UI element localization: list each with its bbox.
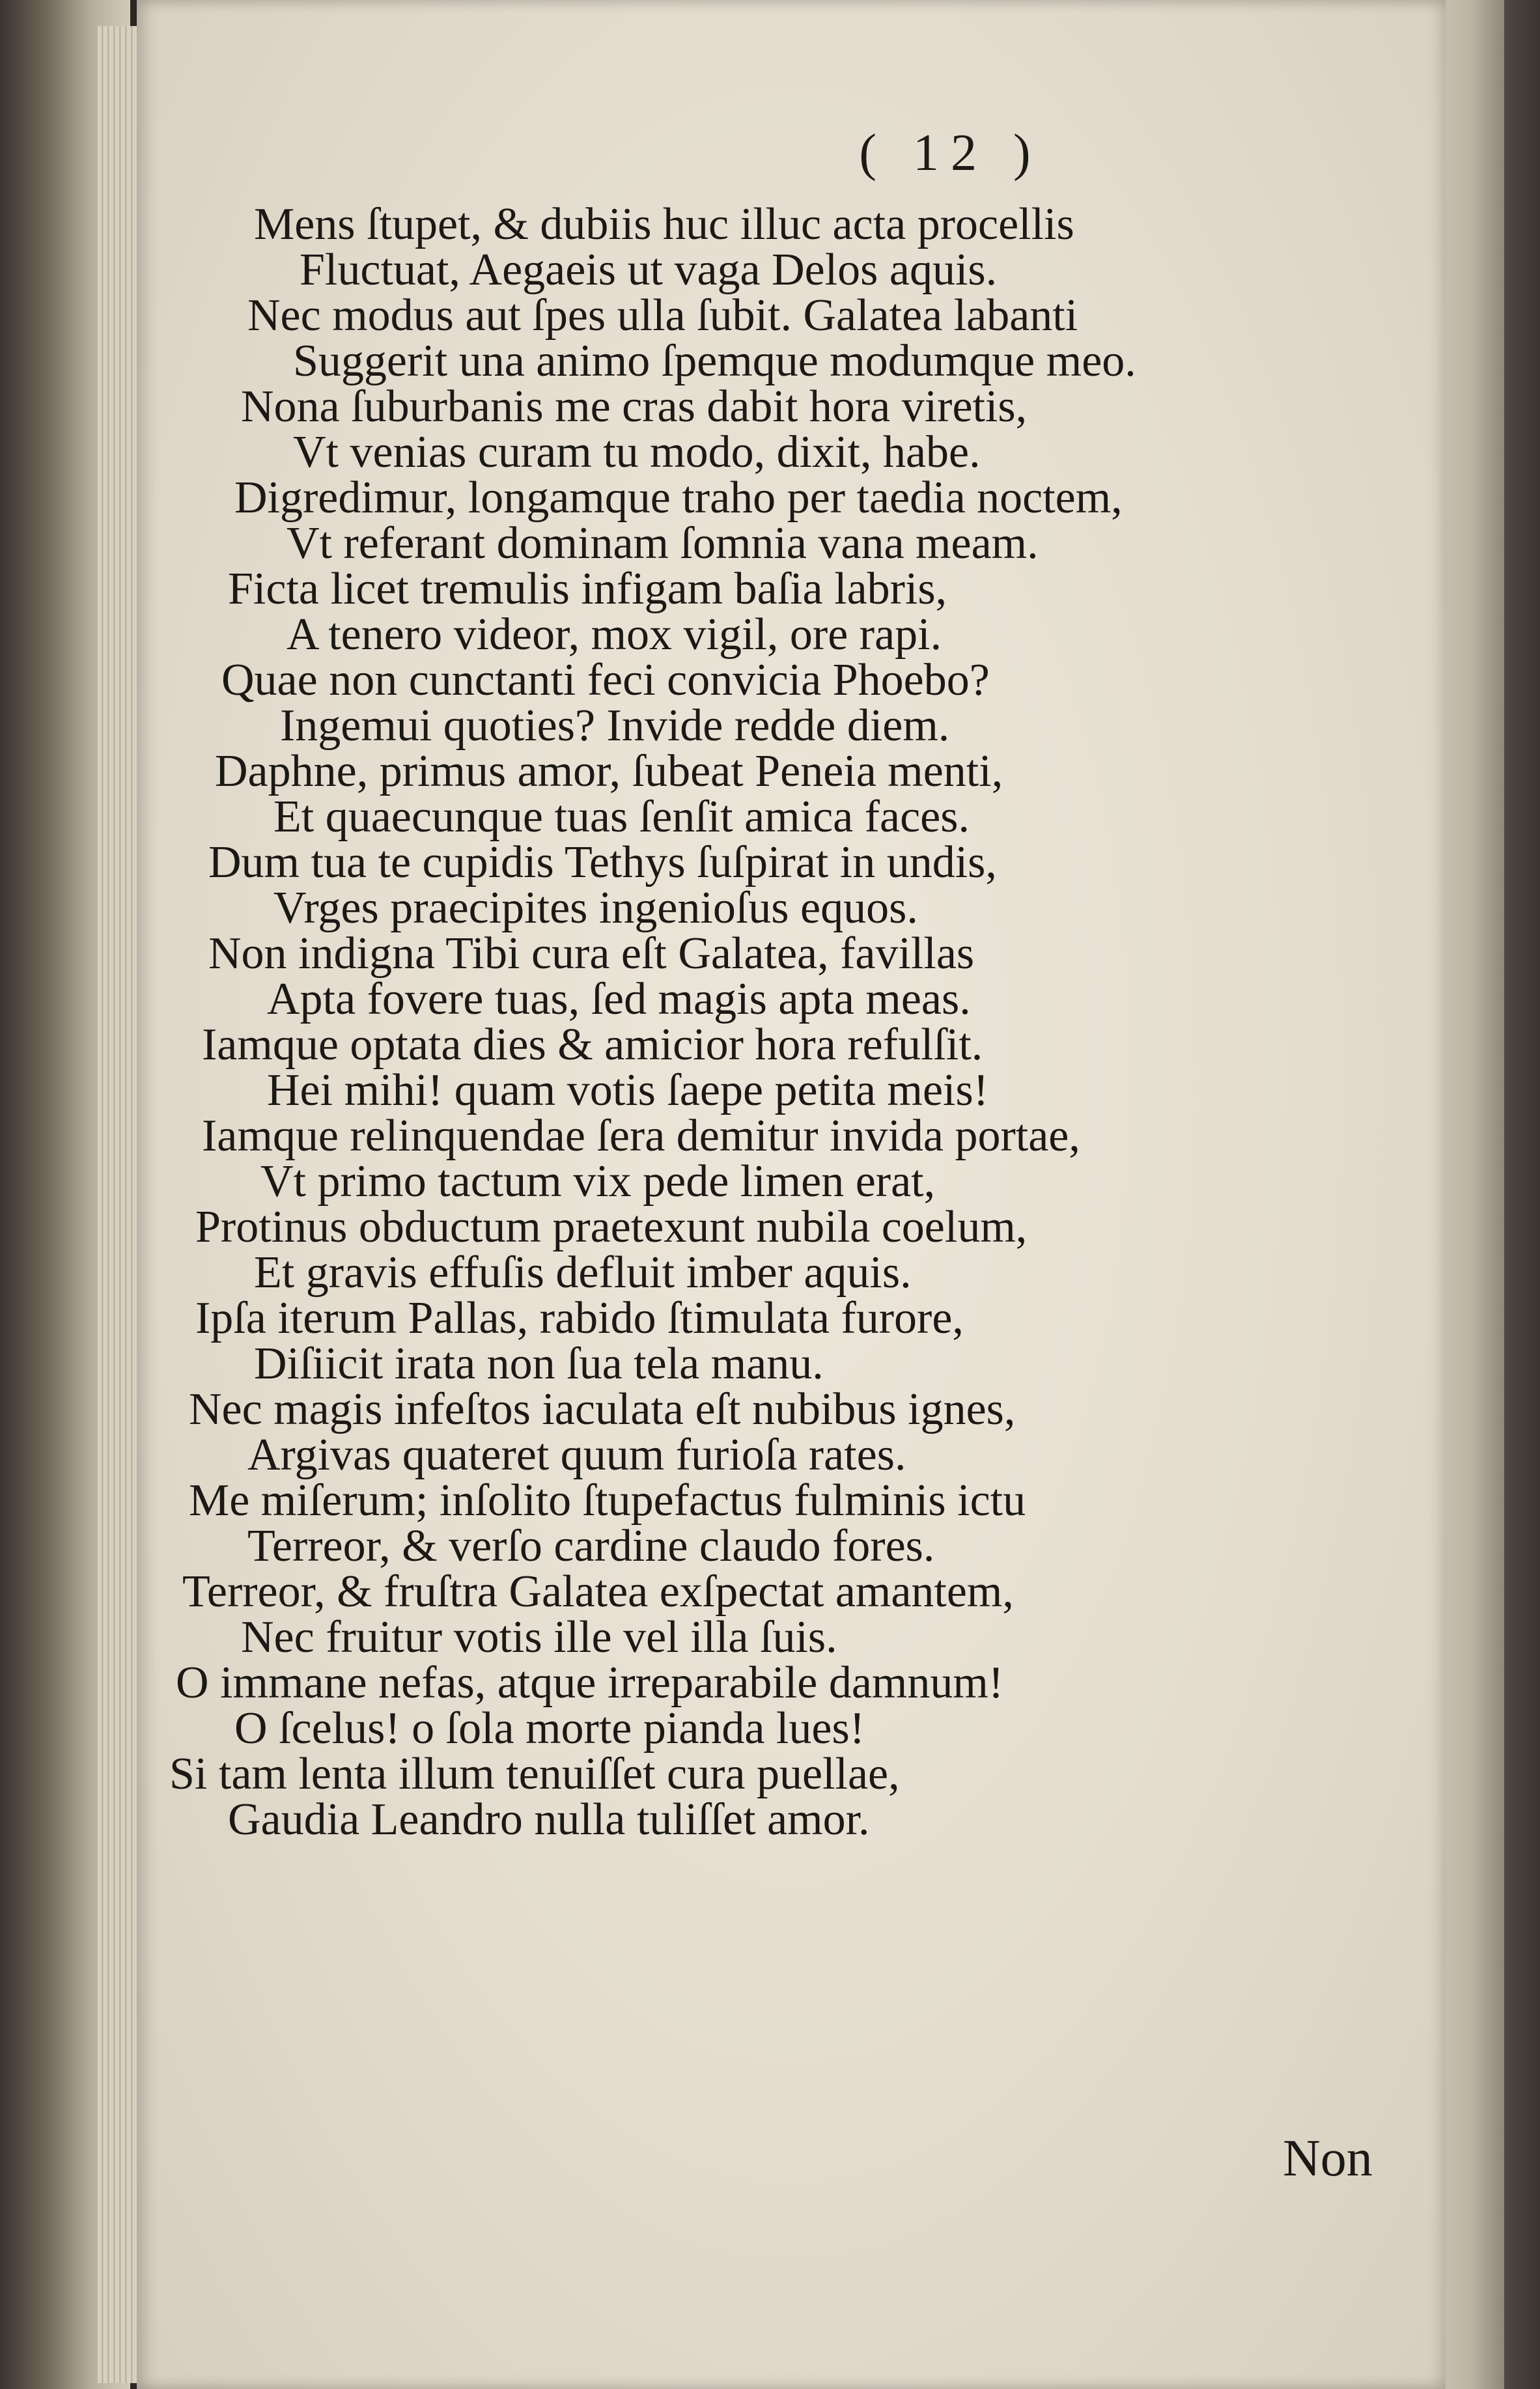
poem-line: Nec magis infeſtos iaculata eſt nubibus ignes, [189, 1384, 1016, 1434]
poem-line: Nona ſuburbanis me cras dabit hora viretis, [241, 382, 1028, 432]
poem-line: O immane nefas, atque irreparabile damnum! [176, 1658, 1004, 1708]
poem-line: Ficta licet tremulis infigam baſia labris, [228, 564, 947, 614]
poem-line: Terreor, & verſo cardine claudo fores. [247, 1521, 935, 1571]
poem-line: Apta fovere tuas, ſed magis apta meas. [267, 974, 971, 1024]
poem-line: Dum tua te cupidis Tethys ſuſpirat in undis, [208, 837, 997, 887]
poem-line: Nec modus aut ſpes ulla ſubit. Galatea labanti [247, 290, 1078, 341]
poem-line: A tenero videor, mox vigil, ore rapi. [287, 609, 942, 660]
poem-line: Non indigna Tibi cura eſt Galatea, favillas [208, 929, 975, 979]
poem-line: Daphne, primus amor, ſubeat Peneia menti, [215, 746, 1003, 796]
poem-line: Vt referant dominam ſomnia vana meam. [287, 518, 1039, 568]
poem-line: Diſiicit irata non ſua tela manu. [254, 1339, 824, 1389]
poem-line: Ipſa iterum Pallas, rabido ſtimulata furore, [195, 1293, 964, 1343]
poem-line: Me miſerum; inſolito ſtupefactus fulminis ictu [189, 1475, 1026, 1526]
poem-line: Quae non cunctanti feci convicia Phoebo? [221, 655, 990, 705]
poem-line: Fluctuat, Aegaeis ut vaga Delos aquis. [300, 245, 998, 295]
poem-line: Ingemui quoties? Invide redde diem. [280, 701, 950, 751]
poem-line: Hei mihi! quam votis ſaepe petita meis! [267, 1065, 989, 1115]
poem-line: Vt primo tactum vix pede limen erat, [260, 1156, 936, 1207]
poem-line: Digredimur, longamque traho per taedia noctem, [234, 473, 1123, 523]
poem-line: Iamque relinquendae ſera demitur invida portae, [202, 1111, 1080, 1161]
poem-line: Et gravis effuſis defluit imber aquis. [254, 1248, 912, 1298]
page-number: ( 12 ) [859, 124, 1043, 182]
poem-line: Argivas quateret quum furioſa rates. [247, 1430, 906, 1480]
poem-line: Protinus obductum praetexunt nubila coelum, [195, 1202, 1028, 1252]
poem-line: Terreor, & fruſtra Galatea exſpectat amantem, [182, 1567, 1014, 1617]
poem-line: O ſcelus! o ſola morte pianda lues! [234, 1703, 865, 1753]
poem-line: Iamque optata dies & amicior hora refulſit. [202, 1020, 983, 1070]
poem-line: Vt venias curam tu modo, dixit, habe. [293, 427, 981, 477]
poem-line: Et quaecunque tuas ſenſit amica faces. [273, 792, 970, 842]
poem-line: Suggerit una animo ſpemque modumque meo. [293, 336, 1136, 386]
poem-line: Mens ſtupet, & dubiis huc illuc acta procellis [254, 199, 1074, 249]
poem-line: Si tam lenta illum tenuiſſet cura puellae, [169, 1749, 900, 1799]
book-page [137, 0, 1446, 2389]
poem-line: Gaudia Leandro nulla tuliſſet amor. [228, 1795, 870, 1845]
poem-line: Nec fruitur votis ille vel illa ſuis. [241, 1612, 837, 1662]
poem-line: Vrges praecipites ingenioſus equos. [273, 883, 918, 933]
catchword: Non [1283, 2130, 1373, 2187]
